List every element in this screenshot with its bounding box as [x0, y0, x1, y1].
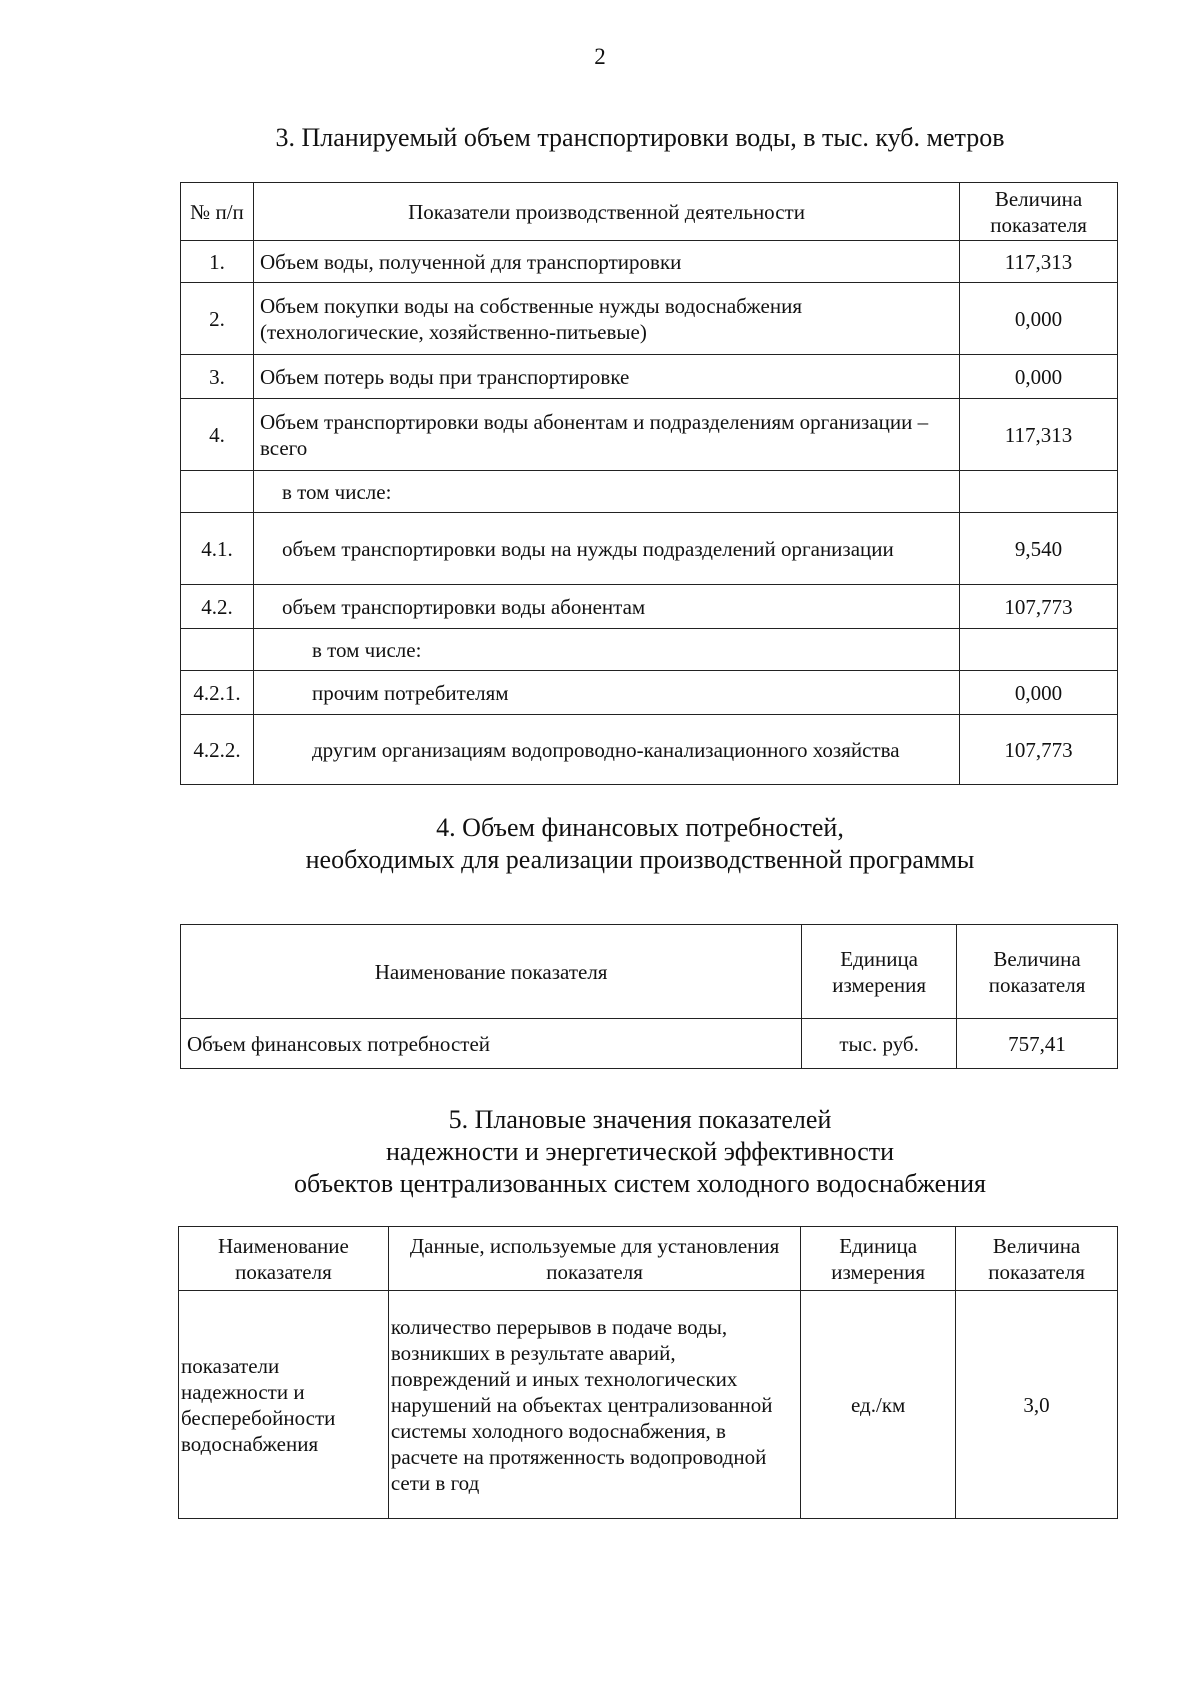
page-number: 2 — [594, 44, 606, 69]
col-header-value: Величина показателя — [960, 183, 1118, 241]
table-row — [181, 283, 1118, 355]
row-value — [960, 471, 1118, 513]
row-num — [181, 629, 254, 671]
row-name: Объем финансовых потребностей — [181, 1019, 802, 1069]
row-value: 3,0 — [956, 1291, 1118, 1519]
row-num: 4. — [181, 399, 254, 471]
table-row — [181, 585, 1118, 629]
row-value: 107,773 — [960, 715, 1118, 785]
row-unit: ед./км — [801, 1291, 956, 1519]
reliability-indicators-table — [178, 1226, 1118, 1519]
row-num: 3. — [181, 355, 254, 399]
row-label: Объем воды, полученной для транспортировки — [253, 241, 959, 283]
row-value — [960, 629, 1118, 671]
col-header-data: Данные, используемые для установления показателя — [388, 1227, 800, 1291]
table-row — [181, 1019, 1118, 1069]
row-label: в том числе: — [253, 471, 959, 513]
col-header-value: Величина показателя — [956, 1227, 1118, 1291]
row-value: 0,000 — [960, 283, 1118, 355]
row-label: объем транспортировки воды абонентам — [253, 585, 959, 629]
table-row — [181, 399, 1118, 471]
row-value: 117,313 — [960, 241, 1118, 283]
table-row — [181, 715, 1118, 785]
table-row — [181, 629, 1118, 671]
table-row — [181, 513, 1118, 585]
col-header-num: № п/п — [181, 183, 254, 241]
row-label: в том числе: — [253, 629, 959, 671]
row-label: Объем потерь воды при транспортировке — [253, 355, 959, 399]
col-header-name: Наименование показателя — [179, 1227, 389, 1291]
row-value: 117,313 — [960, 399, 1118, 471]
row-value: 9,540 — [960, 513, 1118, 585]
row-value: 0,000 — [960, 671, 1118, 715]
col-header-indicator: Показатели производственной деятельности — [253, 183, 959, 241]
row-num: 4.2.1. — [181, 671, 254, 715]
table-row — [181, 671, 1118, 715]
table-row — [181, 241, 1118, 283]
row-unit: тыс. руб. — [802, 1019, 957, 1069]
row-num: 2. — [181, 283, 254, 355]
table-row — [179, 1291, 1118, 1519]
table-row — [181, 355, 1118, 399]
table-header-row — [181, 183, 1118, 241]
row-value: 107,773 — [960, 585, 1118, 629]
row-num — [181, 471, 254, 513]
section5-title: 5. Плановые значения показателей надежности и энергетической эффективности объектов централизованных систем холодного водоснабжения — [294, 1105, 986, 1198]
row-name: показатели надежности и бесперебойности водоснабжения — [179, 1291, 389, 1519]
section4-title: 4. Объем финансовых потребностей, необходимых для реализации производственной программы — [305, 813, 975, 874]
col-header-value: Величина показателя — [957, 925, 1118, 1019]
transport-volume-table — [180, 182, 1118, 785]
section3-title: 3. Планируемый объем транспортировки воды, в тыс. куб. метров — [275, 123, 1005, 152]
row-label: другим организациям водопроводно-канализационного хозяйства — [253, 715, 959, 785]
row-num: 1. — [181, 241, 254, 283]
row-num: 4.1. — [181, 513, 254, 585]
table-row — [181, 471, 1118, 513]
col-header-unit: Единица измерения — [802, 925, 957, 1019]
table-header-row — [179, 1227, 1118, 1291]
row-num: 4.2. — [181, 585, 254, 629]
financial-needs-table — [180, 924, 1118, 1069]
table-header-row — [181, 925, 1118, 1019]
row-value: 757,41 — [957, 1019, 1118, 1069]
row-label: объем транспортировки воды на нужды подразделений организации — [253, 513, 959, 585]
row-value: 0,000 — [960, 355, 1118, 399]
col-header-unit: Единица измерения — [801, 1227, 956, 1291]
row-label: Объем покупки воды на собственные нужды водоснабжения (технологические, хозяйственно-питьевые) — [253, 283, 959, 355]
row-data: количество перерывов в подаче воды, возникших в результате аварий, повреждений и иных технологических нарушений на объектах централизованной системы холодного водоснабжения, в расчете на протяженность водопроводной сети в год — [388, 1291, 800, 1519]
row-label: Объем транспортировки воды абонентам и подразделениям организации – всего — [253, 399, 959, 471]
row-num: 4.2.2. — [181, 715, 254, 785]
row-label: прочим потребителям — [253, 671, 959, 715]
col-header-name: Наименование показателя — [181, 925, 802, 1019]
